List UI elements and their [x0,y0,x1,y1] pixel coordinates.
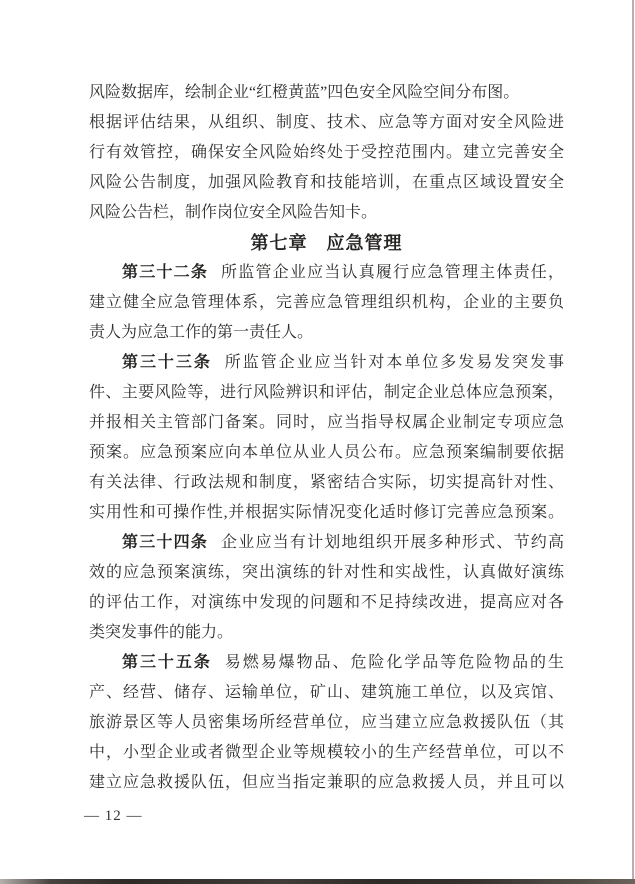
document-text [89,78,564,798]
text-line: 建立健全应急管理体系，完善应急管理组织机构，企业的主要负 [89,294,564,311]
text-line: 中，小型企业或者微型企业等规模较小的生产经营单位，可以不 [89,744,564,761]
right-edge-line [632,0,634,884]
text-line: 第三十五条 易燃易爆物品、危险化学品等危险物品的生 [122,654,564,671]
text-line: 风险公告制度，加强风险教育和技能培训，在重点区域设置安全 [89,174,564,191]
text-line: 实用性和可操作性,并根据实际情况变化适时修订完善应急预案。 [89,504,564,521]
text-line: 风险数据库，绘制企业“红橙黄蓝”四色安全风险空间分布图。 [89,84,520,101]
text-line: 有关法律、行政法规和制度，紧密结合实际，切实提高针对性、 [89,474,564,491]
text-line: 风险公告栏，制作岗位安全风险告知卡。 [89,204,378,221]
text-line: 第三十四条 企业应当有计划地组织开展多种形式、节约高 [122,534,564,551]
text-line: 行有效管控，确保安全风险始终处于受控范围内。建立完善安全 [89,144,564,161]
text-line: 预案。应急预案应向本单位从业人员公布。应急预案编制要依据 [89,444,564,461]
text-line: 第三十二条 所监管企业应当认真履行应急管理主体责任， [122,264,564,281]
bottom-scan-shadow [0,879,635,884]
text-line: 责人为应急工作的第一责任人。 [89,324,314,341]
chapter-heading: 第七章 应急管理 [250,233,403,253]
text-line: 件、主要风险等，进行风险辨识和评估，制定企业总体应急预案， [89,384,564,401]
text-line: 并报相关主管部门备案。同时，应当指导权属企业制定专项应急 [89,414,564,431]
text-line: 产、经营、储存、运输单位，矿山、建筑施工单位，以及宾馆、 [89,684,564,701]
page-number: — 12 — [84,808,143,824]
article-number: 第三十五条 [122,654,212,671]
text-line: 根据评估结果，从组织、制度、技术、应急等方面对安全风险进 [89,114,564,131]
text-line: 第三十三条 所监管企业应当针对本单位多发易发突发事 [122,354,564,371]
text-line: 效的应急预案演练，突出演练的针对性和实战性，认真做好演练 [89,564,564,581]
article-number: 第三十三条 [122,354,212,371]
text-line: 的评估工作，对演练中发现的问题和不足持续改进，提高应对各 [89,594,564,611]
article-number: 第三十二条 [122,264,209,281]
text-line: 建立应急救援队伍，但应当指定兼职的应急救援人员，并且可以 [89,774,564,791]
text-line: 类突发事件的能力。 [89,624,234,641]
text-line: 旅游景区等人员密集场所经营单位，应当建立应急救援队伍（其 [89,714,564,731]
article-number: 第三十四条 [122,534,209,551]
